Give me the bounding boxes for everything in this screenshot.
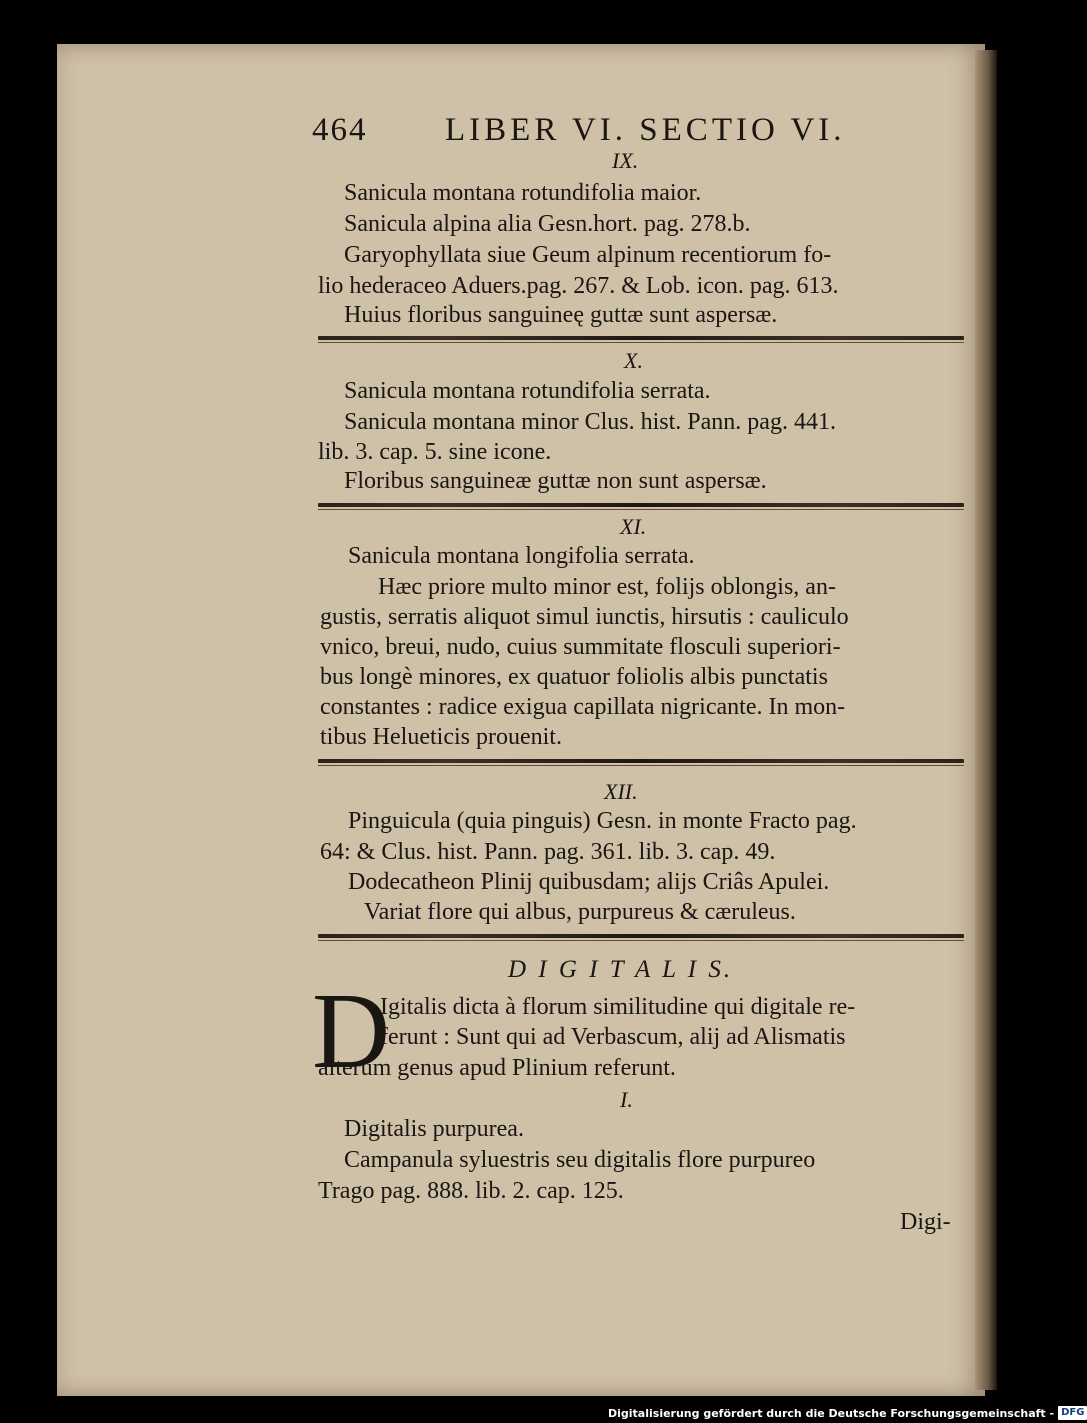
entry-numeral: XII.: [604, 779, 638, 804]
dfg-logo-icon: DFG: [1058, 1406, 1087, 1420]
entry-line: Huius floribus sanguineę guttæ sunt aspersæ.: [344, 302, 778, 328]
intro-line: Igitalis dicta à florum similitudine qui digitale re-: [380, 994, 856, 1020]
entry-line: Trago pag. 888. lib. 2. cap. 125.: [318, 1178, 624, 1204]
entry-line: Digitalis purpurea.: [344, 1116, 524, 1142]
section-title: D I G I T A L I S.: [508, 956, 734, 983]
entry-numeral: I.: [620, 1087, 633, 1112]
entry-line: gustis, serratis aliquot simul iunctis, hirsutis : cauliculo: [320, 604, 849, 630]
entry-line: Floribus sanguineæ guttæ non sunt aspersæ.: [344, 468, 767, 494]
catchword: Digi-: [900, 1209, 951, 1235]
entry-line: Sanicula montana minor Clus. hist. Pann. pag. 441.: [344, 409, 836, 435]
section-rule: [318, 934, 964, 938]
entry-line: Variat flore qui albus, purpureus & cæruleus.: [364, 899, 796, 925]
entry-line: lib. 3. cap. 5. sine icone.: [318, 439, 552, 465]
entry-line: Pinguicula (quia pinguis) Gesn. in monte Fracto pag.: [348, 808, 857, 834]
entry-line: 64: & Clus. hist. Pann. pag. 361. lib. 3. cap. 49.: [320, 839, 776, 865]
entry-line: Campanula syluestris seu digitalis flore purpureo: [344, 1147, 816, 1173]
entry-line: tibus Helueticis prouenit.: [320, 724, 562, 750]
footer-text: Digitalisierung gefördert durch die Deutsche Forschungsgemeinschaft -: [608, 1406, 1055, 1420]
entry-numeral: XI.: [620, 514, 647, 539]
entry-line: vnico, breui, nudo, cuius summitate flosculi superiori-: [320, 634, 841, 660]
intro-line: alterum genus apud Plinium referunt.: [318, 1055, 676, 1081]
page-number: 464: [312, 112, 368, 148]
digitization-footer: [608, 1404, 1087, 1422]
running-title: LIBER VI. SECTIO VI.: [445, 112, 846, 148]
entry-line: lio hederaceo Aduers.pag. 267. & Lob. icon. pag. 613.: [318, 273, 839, 299]
section-rule: [318, 759, 964, 763]
entry-line: bus longè minores, ex quatuor foliolis albis punctatis: [320, 664, 828, 690]
entry-numeral: IX.: [612, 148, 639, 173]
intro-line: ferunt : Sunt qui ad Verbascum, alij ad Alismatis: [380, 1024, 846, 1050]
drop-capital: D: [312, 972, 390, 1091]
entry-line: Garyophyllata siue Geum alpinum recentiorum fo-: [344, 242, 832, 268]
page-edge: [975, 50, 997, 1390]
entry-line: Sanicula alpina alia Gesn.hort. pag. 278.b.: [344, 211, 751, 237]
section-rule: [318, 336, 964, 340]
entry-line: Sanicula montana rotundifolia maior.: [344, 180, 702, 206]
entry-line: constantes : radice exigua capillata nigricante. In mon-: [320, 694, 846, 720]
entry-line: Dodecatheon Plinij quibusdam; alijs Criâs Apulei.: [348, 869, 830, 895]
entry-line: Hæc priore multo minor est, folijs oblongis, an-: [378, 574, 836, 600]
entry-line: Sanicula montana longifolia serrata.: [348, 543, 695, 569]
entry-line: Sanicula montana rotundifolia serrata.: [344, 378, 711, 404]
section-rule: [318, 503, 964, 507]
entry-numeral: X.: [624, 348, 643, 373]
